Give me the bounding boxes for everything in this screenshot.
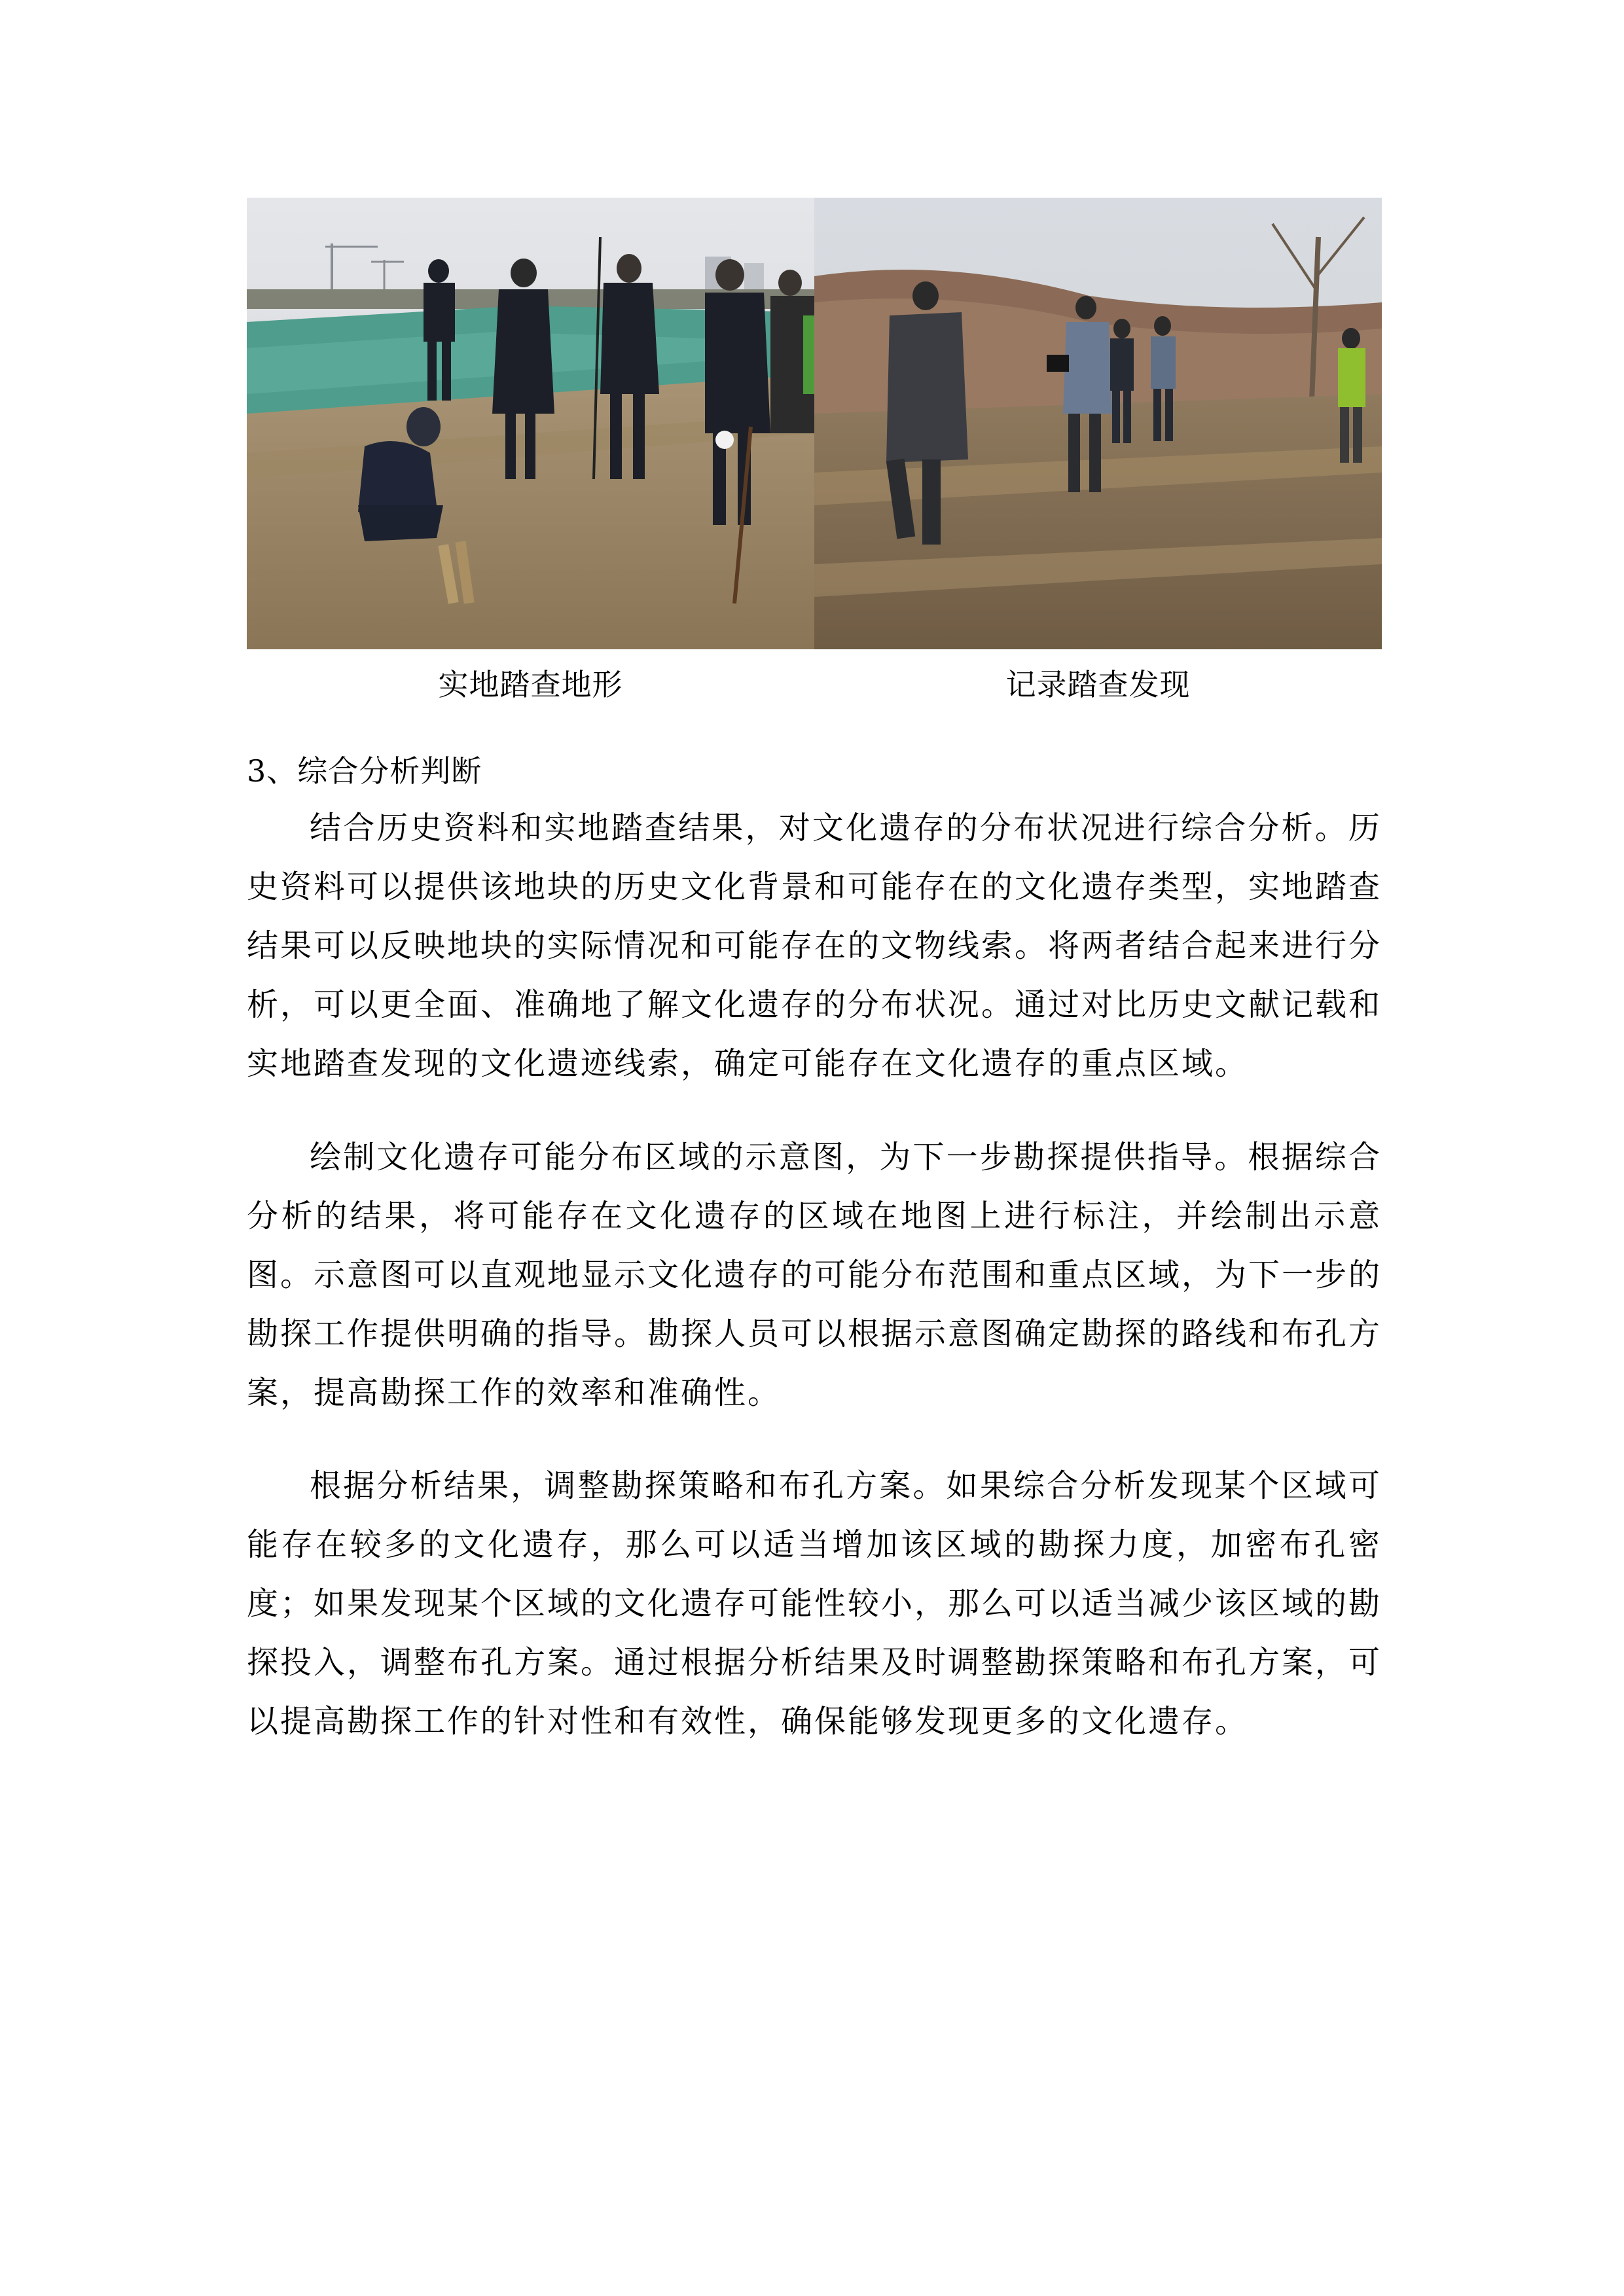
photo-record-findings-image [814, 198, 1382, 649]
paragraph-2: 绘制文化遗存可能分布区域的示意图，为下一步勘探提供指导。根据综合分析的结果，将可能存在文化遗存的区域在地图上进行标注，并绘制出示意图。示意图可以直观地显示文化遗存的可能分布范围和重点区域，为下一步的勘探工作提供明确的指导。勘探人员可以根据示意图确定勘探的路线和布孔方案，提高勘探工作的效率和准确性。 [247, 1139, 1382, 1411]
photo-survey-terrain [247, 198, 814, 649]
section-heading: 3、综合分析判断 [247, 753, 482, 789]
figure-caption-left: 实地踏查地形 [438, 667, 623, 702]
paragraph-3: 根据分析结果，调整勘探策略和布孔方案。如果综合分析发现某个区域可能存在较多的文化遗存，那么可以适当增加该区域的勘探力度，加密布孔密度；如果发现某个区域的文化遗存可能性较小，那么可以适当减少该区域的勘探投入，调整布孔方案。通过根据分析结果及时调整勘探策略和布孔方案，可以提高勘探工作的针对性和有效性，确保能够发现更多的文化遗存。 [247, 1467, 1382, 1740]
photo-record-findings [814, 198, 1382, 649]
figure-caption-right: 记录踏查发现 [1005, 667, 1191, 702]
paragraph-1: 结合历史资料和实地踏查结果，对文化遗存的分布状况进行综合分析。历史资料可以提供该地块的历史文化背景和可能存在的文化遗存类型，实地踏查结果可以反映地块的实际情况和可能存在的文物线索。将两者结合起来进行分析，可以更全面、准确地了解文化遗存的分布状况。通过对比历史文献记载和实地踏查发现的文化遗迹线索，确定可能存在文化遗存的重点区域。 [247, 810, 1382, 1082]
photo-survey-terrain-image [247, 198, 814, 649]
